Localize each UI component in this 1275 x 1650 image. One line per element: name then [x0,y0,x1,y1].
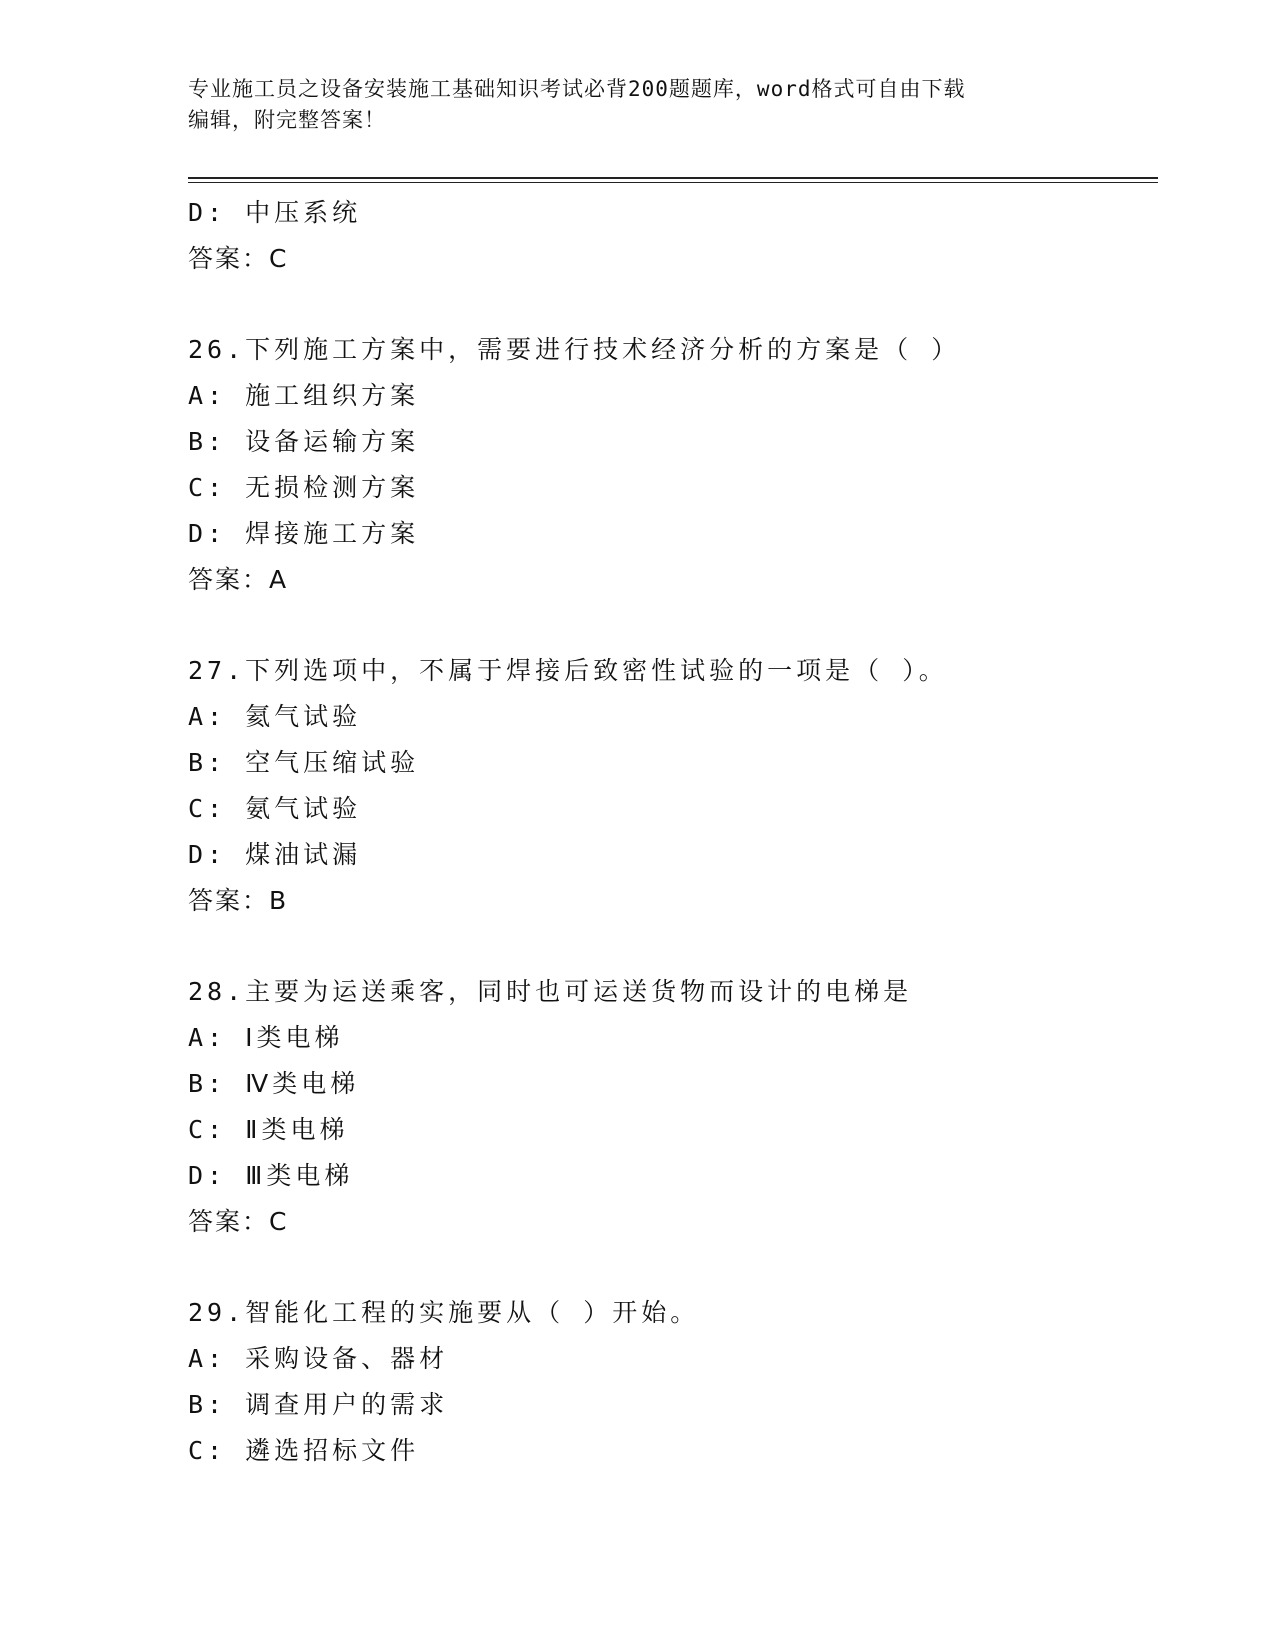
option-c: C: 无损检测方案 [188,473,420,502]
question-28 [188,969,1148,1245]
header-line-1: 专业施工员之设备安装施工基础知识考试必背200题题库，word格式可自由下载 [188,77,966,101]
question-stem: 28.主要为运送乘客，同时也可运送货物而设计的电梯是 [188,977,913,1006]
question-26 [188,327,1148,603]
option-c: C: Ⅱ类电梯 [188,1115,349,1144]
option-d: D: 焊接施工方案 [188,519,420,548]
answer: 答案：C [188,1207,289,1236]
answer: 答案：A [188,565,289,594]
option-b: B: 调查用户的需求 [188,1390,449,1419]
question-29 [188,1290,1148,1474]
document-header [188,74,1088,136]
question-stem: 26.下列施工方案中，需要进行技术经济分析的方案是（ ） [188,335,961,364]
option-c: C: 遴选招标文件 [188,1436,420,1465]
option-a: A: 采购设备、器材 [188,1344,449,1373]
option-d: D: 中压系统 [188,198,362,227]
header-divider-thin [188,182,1158,183]
option-a: A: 氦气试验 [188,702,362,731]
option-c: C: 氨气试验 [188,794,362,823]
question-27 [188,648,1148,924]
option-a: A: Ⅰ类电梯 [188,1023,344,1052]
option-d: D: Ⅲ类电梯 [188,1161,354,1190]
option-a: A: 施工组织方案 [188,381,420,410]
option-b: B: 设备运输方案 [188,427,420,456]
header-divider-thick [188,177,1158,179]
question-list [188,190,1148,1474]
question-stem: 27.下列选项中，不属于焊接后致密性试验的一项是（ ）。 [188,656,948,685]
answer: 答案：B [188,886,289,915]
answer: 答案：C [188,244,289,273]
header-line-2: 编辑，附完整答案！ [188,108,386,132]
question-stem: 29.智能化工程的实施要从（ ）开始。 [188,1298,700,1327]
option-b: B: Ⅳ类电梯 [188,1069,360,1098]
option-b: B: 空气压缩试验 [188,748,420,777]
option-d: D: 煤油试漏 [188,840,362,869]
